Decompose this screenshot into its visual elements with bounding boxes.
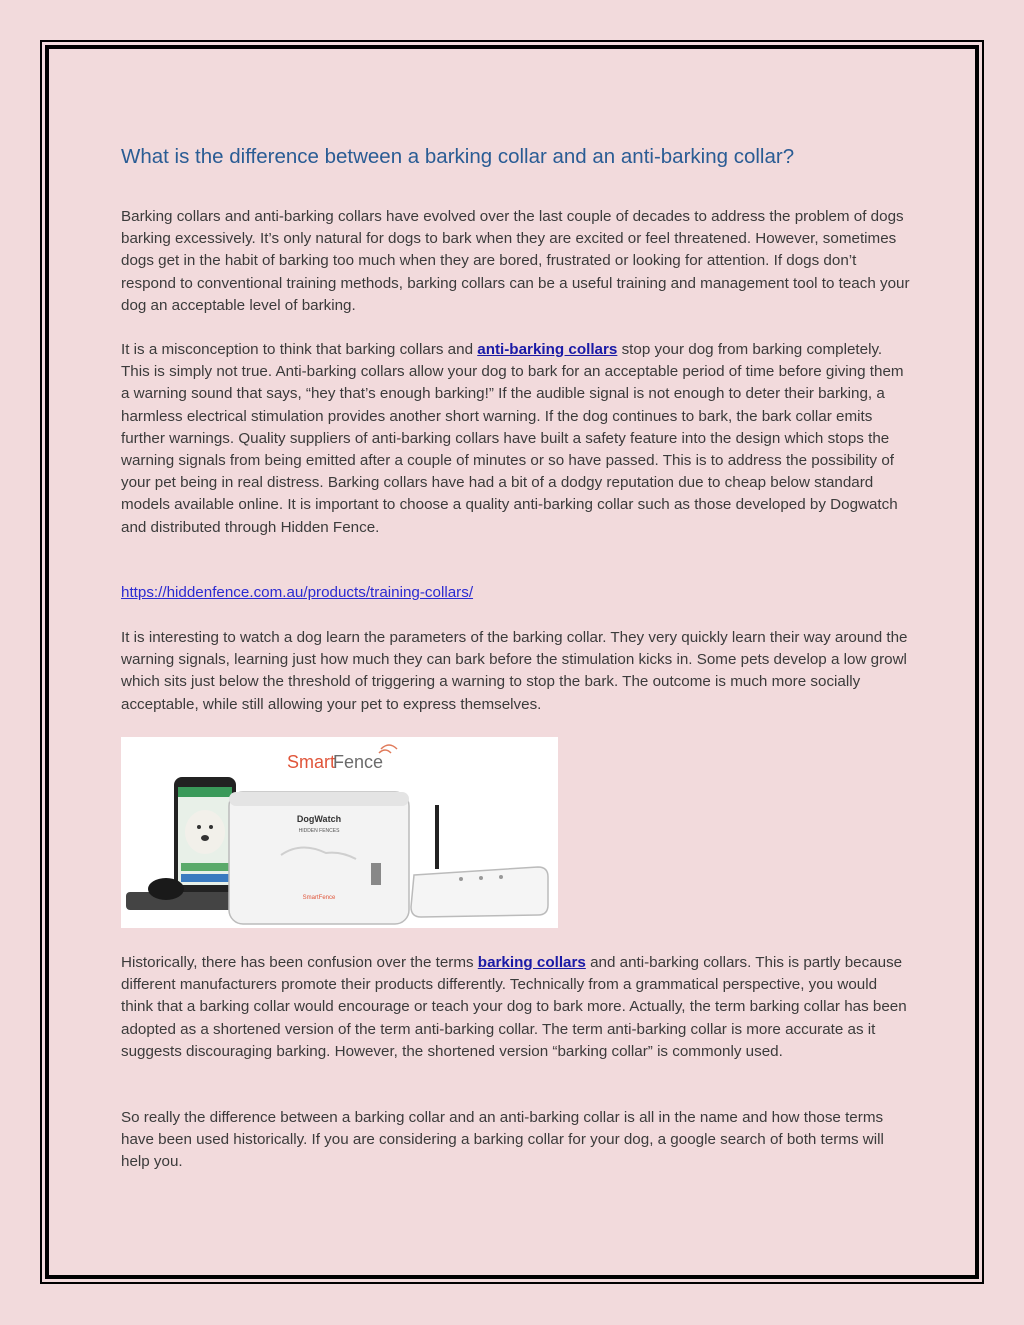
phone-button	[181, 863, 229, 871]
article-title: What is the difference between a barking collar and an anti-barking collar?	[121, 145, 795, 168]
collar-unit	[148, 878, 184, 900]
training-collars-url-link[interactable]: https://hiddenfence.com.au/products/training-collars/	[121, 584, 474, 601]
paragraph-misconception	[121, 339, 911, 539]
paragraph-text: and anti-barking collars. This is partly because different manufacturers promote their products differently. Technically from a grammatical perspective, you would think that a barking collar would encourage or teach your dog to bark more. Actually, the term barking collar has been adopted as a shortened version of the term anti-barking collar. The term anti-barking collar is more accurate as it suggests discouraging barking. However, the shortened version “barking collar” is commonly used.	[121, 954, 907, 1060]
product-illustration	[121, 737, 558, 928]
phone-app-bar	[178, 787, 232, 797]
barking-collars-link[interactable]: barking collars	[477, 954, 586, 971]
indicator-lights	[371, 863, 381, 885]
smartfence-product-image	[121, 737, 558, 928]
logo-part-b: Fence	[333, 752, 384, 772]
dog-face	[185, 810, 225, 854]
paragraph-learning: It is interesting to watch a dog learn the parameters of the barking collar. They very quickly learn their way around the warning signals, learning just how much they can bark before the stimulation kicks in. Some pets develop a low growl which sits just below the threshold of triggering a warning to stop the bark. The outcome is much more socially acceptable, while still allowing your pet to express themselves.	[121, 629, 908, 713]
url-paragraph	[121, 582, 911, 604]
paragraph-conclusion: So really the difference between a barking collar and an anti-barking collar is all in the name and how those terms have been used historically. If you are considering a barking collar for your dog, a google search of both terms will help you.	[121, 1109, 884, 1171]
logo-part-a: Smart	[287, 752, 336, 772]
paragraph-intro: Barking collars and anti-barking collars have evolved over the last couple of decades to address the problem of dogs barking excessively. It’s only natural for dogs to bark when they are excited or feel threatened. However, sometimes dogs get in the habit of barking too much when they are bored, frustrated or looking for attention. If dogs don’t respond to conventional training methods, barking collars can be a useful training and management tool to teach your dog an acceptable level of barking.	[121, 208, 910, 314]
phone-button	[181, 874, 229, 882]
anti-barking-collars-link[interactable]: anti-barking collars	[477, 341, 618, 358]
base-unit	[229, 792, 409, 924]
paragraph-text: stop your dog from barking completely. This is simply not true. Anti-barking collars allow your dog to bark for an acceptable period of time before giving them a warning sound that says, “hey that’s enough barking!” If the audible signal is not enough to deter their barking, a harmless electrical stimulation provides another short warning. If the dog continues to bark, the bark collar emits further warnings. Quality suppliers of anti-barking collars have built a safety feature into the design which stops the warning signals from being emitted after a couple of minutes or so have passed. This is to address the possibility of your pet being in real distress. Barking collars have had a bit of a dodgy reputation due to cheap below standard models available online. It is important to choose a quality anti-barking collar such as those developed by Dogwatch and distributed through Hidden Fence.	[121, 341, 904, 536]
device-logo: SmartFence	[302, 895, 336, 901]
paragraph-history	[121, 952, 911, 1063]
paragraph-text: It is a misconception to think that barking collars and	[121, 341, 478, 358]
device-brand: DogWatch	[296, 814, 342, 824]
paragraph-text: Historically, there has been confusion over the terms	[121, 954, 478, 971]
device-subtitle: HIDDEN FENCES	[298, 828, 340, 834]
router-body	[411, 867, 548, 917]
